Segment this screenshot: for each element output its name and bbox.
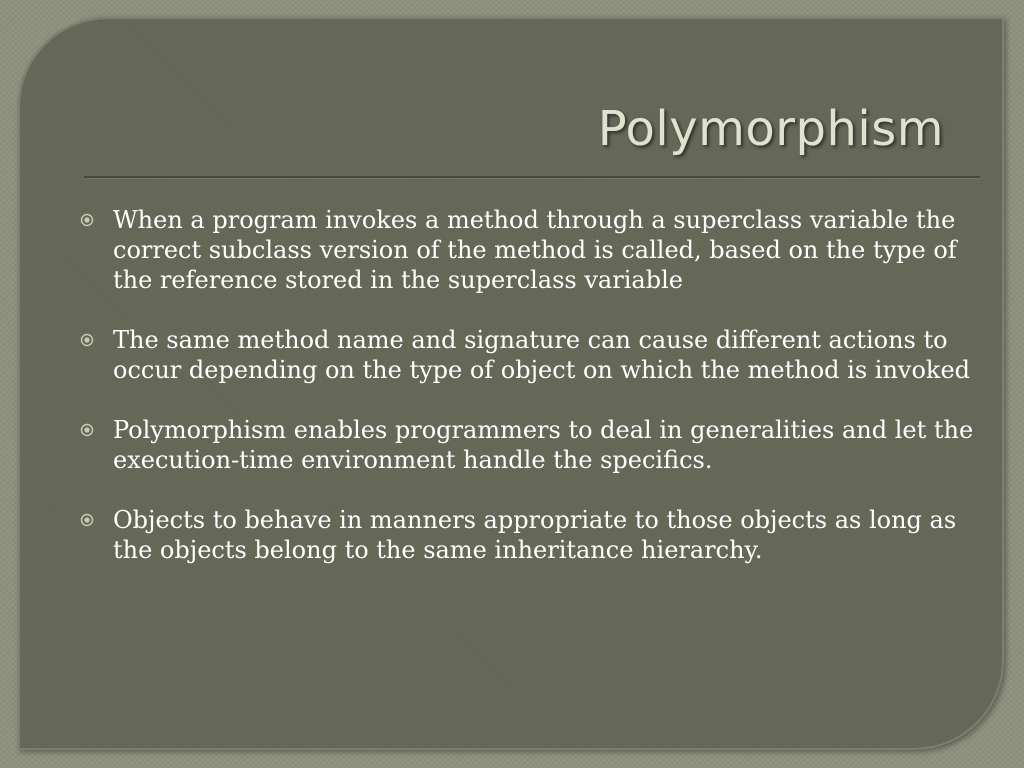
circled-dot-bullet-icon bbox=[80, 505, 113, 535]
bullet-text: Objects to behave in manners appropriate to those objects as long as the objects belong to the same inheritance hierarchy. bbox=[113, 506, 957, 564]
bullet-item bbox=[80, 415, 980, 475]
circled-dot-bullet-icon bbox=[80, 205, 113, 235]
bullet-text: The same method name and signature can cause different actions to occur depending on the type of object on which the method is invoked bbox=[113, 326, 971, 384]
bullet-text: When a program invokes a method through a superclass variable the correct subclass version of the method is called, based on the type of the reference stored in the superclass variable bbox=[113, 206, 957, 294]
bullet-text: Polymorphism enables programmers to deal in generalities and let the execution-time environment handle the specifics. bbox=[113, 416, 974, 474]
bullet-item bbox=[80, 505, 980, 565]
bullet-item bbox=[80, 205, 980, 295]
circled-dot-bullet-icon bbox=[80, 325, 113, 355]
bullet-item bbox=[80, 325, 980, 385]
slide-panel bbox=[18, 17, 1004, 750]
circled-dot-bullet-icon bbox=[80, 415, 113, 445]
bullet-list bbox=[80, 205, 980, 595]
slide-title: Polymorphism bbox=[597, 101, 944, 157]
title-divider bbox=[84, 176, 980, 178]
